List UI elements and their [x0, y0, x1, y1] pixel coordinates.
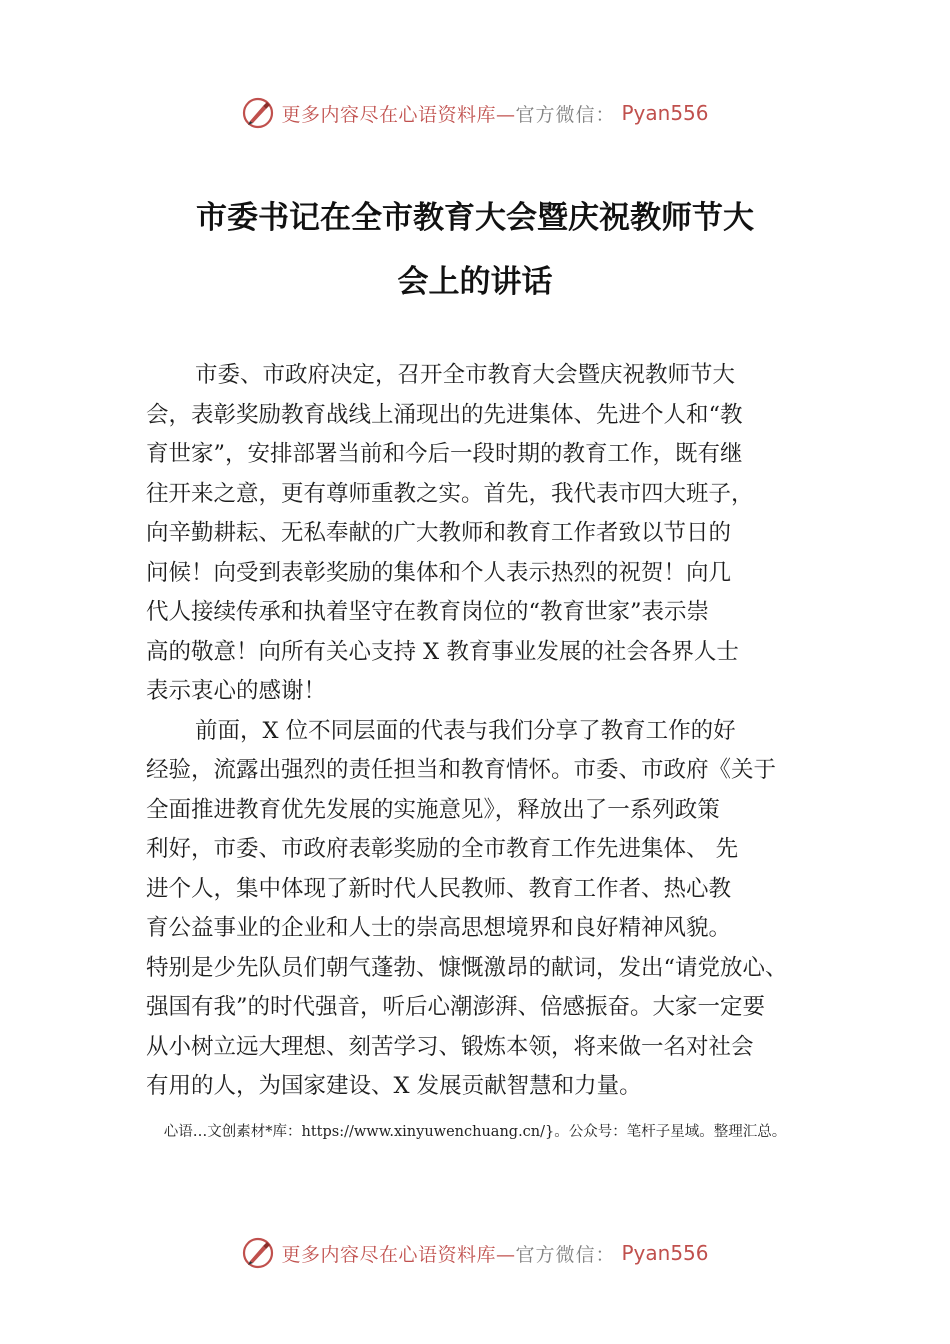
wechat-label: 官方微信：: [515, 103, 616, 126]
text-line: 强国有我”的时代强音，听后心潮澎湃、倍感振奋。大家一定要: [146, 994, 766, 1020]
text-line: 育公益事业的企业和人士的崇高思想境界和良好精神风貌。: [146, 915, 732, 941]
paragraph-2: [146, 712, 816, 1107]
wechat-id: Pyan556: [621, 101, 709, 125]
text-line: 有用的人，为国家建设、X 发展贡献智慧和力量。: [146, 1073, 642, 1099]
title-line: 市委书记在全市教育大会暨庆祝教师节大: [196, 200, 754, 236]
text-line: 特别是少先队员们朝气蓬勃、慷慨激昂的献词，发出“请党放心、: [146, 954, 788, 981]
text-line: 全面推进教育优先发展的实施意见》，释放出了一系列政策: [146, 796, 720, 823]
text-line: 问候！向受到表彰奖励的集体和个人表示热烈的祝贺！向几: [146, 559, 732, 586]
source-note: 心语…文创素材*库：https://www.xinyuwenchuang.cn/}。公众号：笔杆子星域。整理汇总。: [163, 1124, 787, 1140]
wechat-label: 官方微信：: [515, 1243, 616, 1266]
paragraph-1: [146, 356, 816, 712]
text-line: 从小树立远大理想、刻苦学习、锻炼本领，将来做一名对社会: [146, 1033, 754, 1060]
promo-text: 更多内容尽在心语资料库—: [281, 1243, 516, 1266]
text-line: 高的敬意！向所有关心支持 X 教育事业发展的社会各界人士: [146, 638, 739, 665]
text-line: 前面，X 位不同层面的代表与我们分享了教育工作的好: [195, 717, 736, 744]
text-line: 育世家”，安排部署当前和今后一段时期的教育工作，既有继: [146, 441, 743, 467]
text-line: 会，表彰奖励教育战线上涌现出的先进集体、先进个人和“教: [146, 401, 743, 428]
document-title: [0, 186, 950, 314]
document-body: [146, 356, 816, 1107]
title-line: 会上的讲话: [397, 264, 553, 300]
text-line: 经验，流露出强烈的责任担当和教育情怀。市委、市政府《关于: [146, 757, 777, 783]
promo-text: 更多内容尽在心语资料库—: [281, 103, 516, 126]
text-line: 进个人，集中体现了新时代人民教师、教育工作者、热心教: [146, 875, 732, 902]
pen-logo-icon: [241, 96, 275, 130]
pen-logo-icon: [241, 1236, 275, 1270]
footer-banner: [0, 1233, 950, 1273]
text-line: 表示衷心的感谢！: [146, 678, 327, 704]
text-line: 市委、市政府决定，召开全市教育大会暨庆祝教师节大: [195, 362, 736, 388]
text-line: 往开来之意，更有尊师重教之实。首先，我代表市四大班子，: [146, 480, 754, 507]
text-line: 代人接续传承和执着坚守在教育岗位的“教育世家”表示崇: [146, 599, 710, 625]
text-line: 向辛勤耕耘、无私奉献的广大教师和教育工作者致以节日的: [146, 520, 732, 546]
wechat-id: Pyan556: [621, 1241, 709, 1265]
header-banner: [0, 93, 950, 133]
text-line: 利好，市委、市政府表彰奖励的全市教育工作先进集体、 先: [146, 836, 739, 862]
